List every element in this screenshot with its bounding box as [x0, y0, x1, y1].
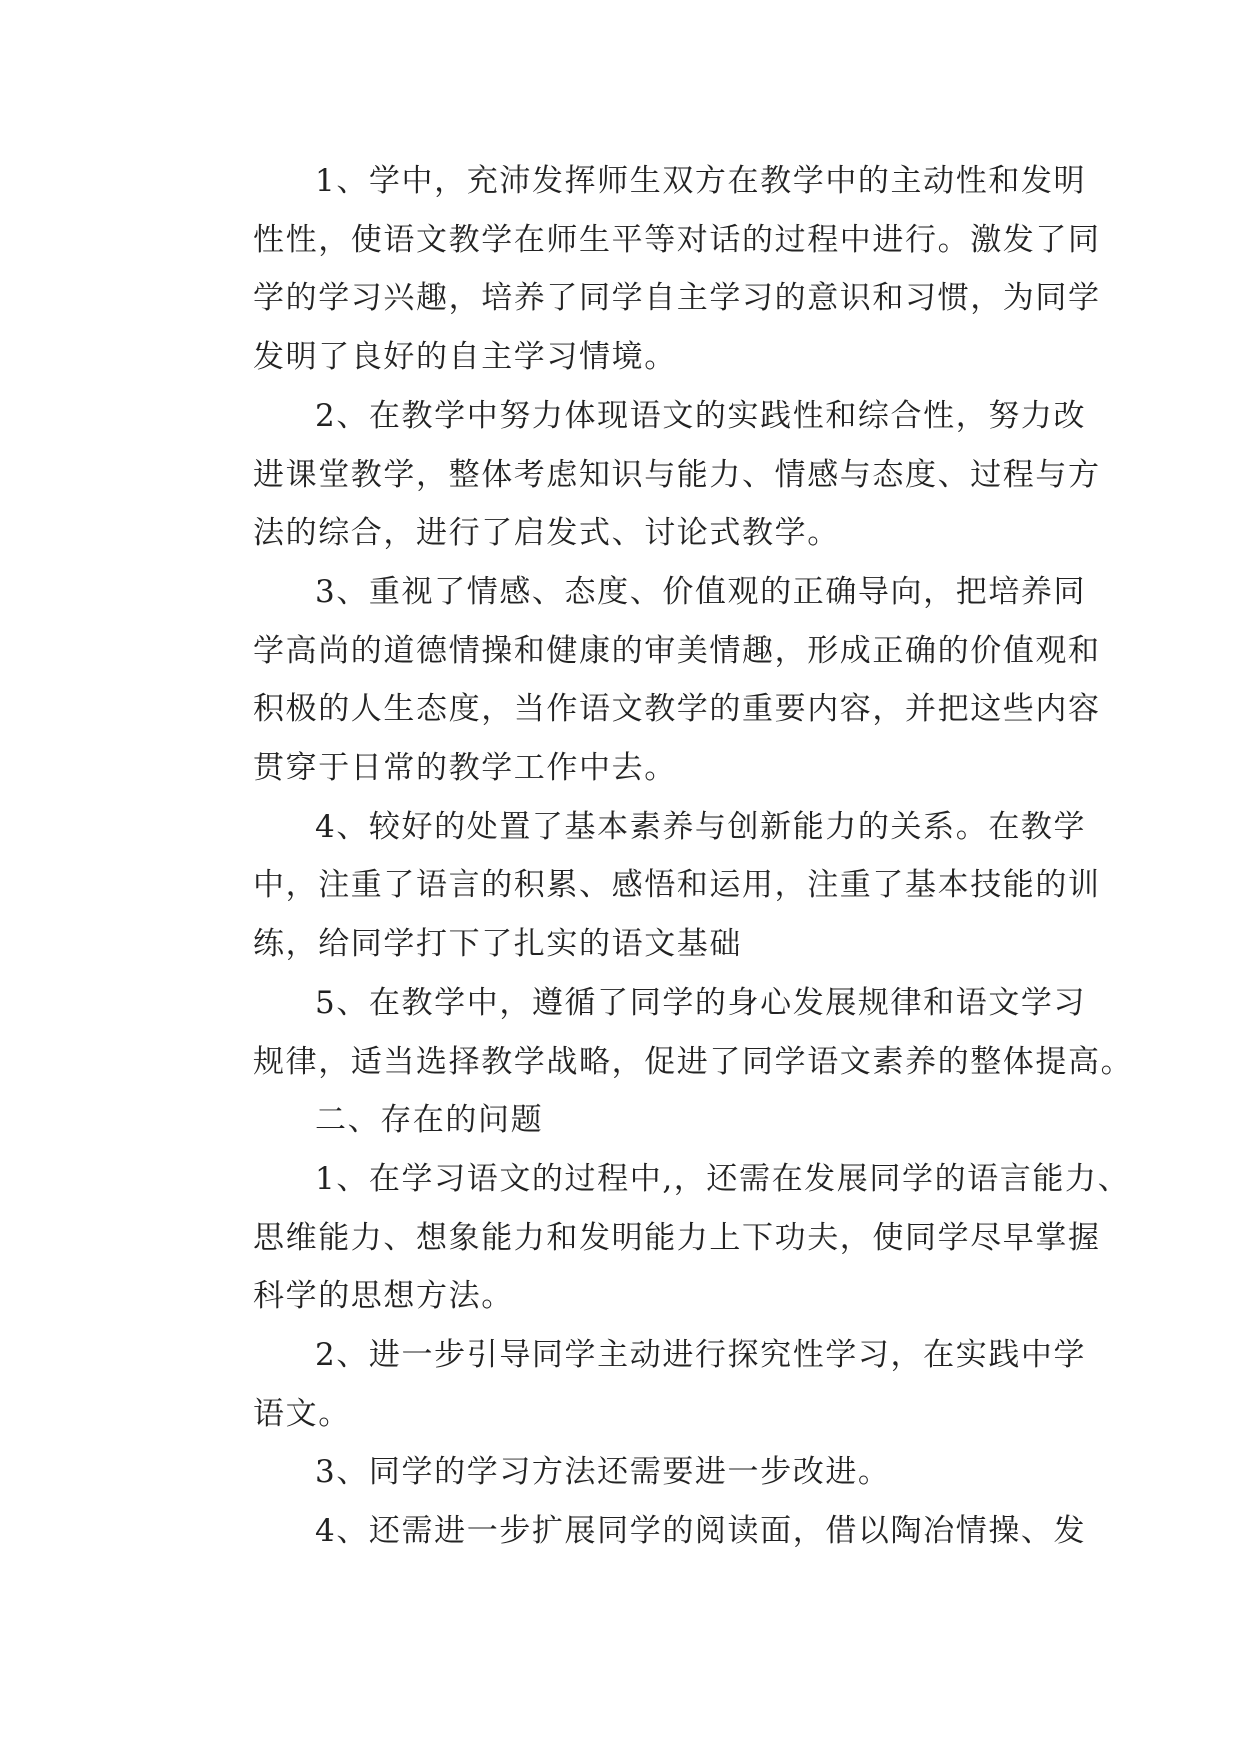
text-line: 5、在教学中，遵循了同学的身心发展规律和语文学习	[315, 984, 1087, 1021]
text-line: 3、重视了情感、态度、价值观的正确导向，把培养同	[315, 573, 1087, 610]
paragraph-problem-1	[191, 1150, 1131, 1326]
text-line: 进课堂教学，整体考虑知识与能力、情感与态度、过程与方	[253, 456, 1101, 493]
text-line: 法的综合，进行了启发式、讨论式教学。	[253, 515, 840, 552]
paragraph-achievement-3	[191, 563, 1101, 798]
text-line: 4、较好的处置了基本素养与创新能力的关系。在教学	[315, 808, 1087, 845]
section-heading-text: 二、存在的问题	[315, 1102, 544, 1139]
text-line: 性性，使语文教学在师生平等对话的过程中进行。激发了同	[253, 221, 1101, 258]
paragraph-achievement-4	[191, 798, 1101, 974]
text-line: 贯穿于日常的教学工作中去。	[253, 750, 677, 787]
paragraph-achievement-5	[191, 974, 1134, 1091]
text-line: 练，给同学打下了扎实的语文基础	[253, 926, 742, 963]
text-line: 学高尚的道德情操和健康的审美情趣，形成正确的价值观和	[253, 632, 1101, 669]
text-line: 2、在教学中努力体现语文的实践性和综合性，努力改	[315, 397, 1087, 434]
text-line: 积极的人生态度，当作语文教学的重要内容，并把这些内容	[253, 691, 1101, 728]
text-line: 4、还需进一步扩展同学的阅读面，借以陶冶情操、发	[315, 1513, 1087, 1550]
text-line: 学的学习兴趣，培养了同学自主学习的意识和习惯，为同学	[253, 280, 1101, 317]
text-line: 语文。	[253, 1395, 351, 1432]
document-body	[191, 152, 1134, 1561]
text-line: 规律，适当选择教学战略，促进了同学语文素养的整体提高。	[253, 1043, 1134, 1080]
section-heading-problems	[191, 1091, 1051, 1150]
text-line: 思维能力、想象能力和发明能力上下功夫，使同学尽早掌握	[253, 1219, 1101, 1256]
text-line: 2、进一步引导同学主动进行探究性学习，在实践中学	[315, 1337, 1087, 1374]
paragraph-problem-3	[191, 1443, 1051, 1502]
text-line: 科学的思想方法。	[253, 1278, 514, 1315]
paragraph-achievement-2	[191, 387, 1101, 563]
paragraph-achievement-1	[191, 152, 1101, 387]
text-line: 1、在学习语文的过程中,，还需在发展同学的语言能力、	[315, 1160, 1131, 1197]
text-line: 中，注重了语言的积累、感悟和运用，注重了基本技能的训	[253, 867, 1101, 904]
text-line: 发明了良好的自主学习情境。	[253, 339, 677, 376]
paragraph-problem-4	[191, 1502, 1087, 1561]
paragraph-problem-2	[191, 1326, 1087, 1443]
text-line: 3、同学的学习方法还需要进一步改进。	[315, 1454, 891, 1491]
text-line: 1、学中，充沛发挥师生双方在教学中的主动性和发明	[315, 163, 1087, 199]
